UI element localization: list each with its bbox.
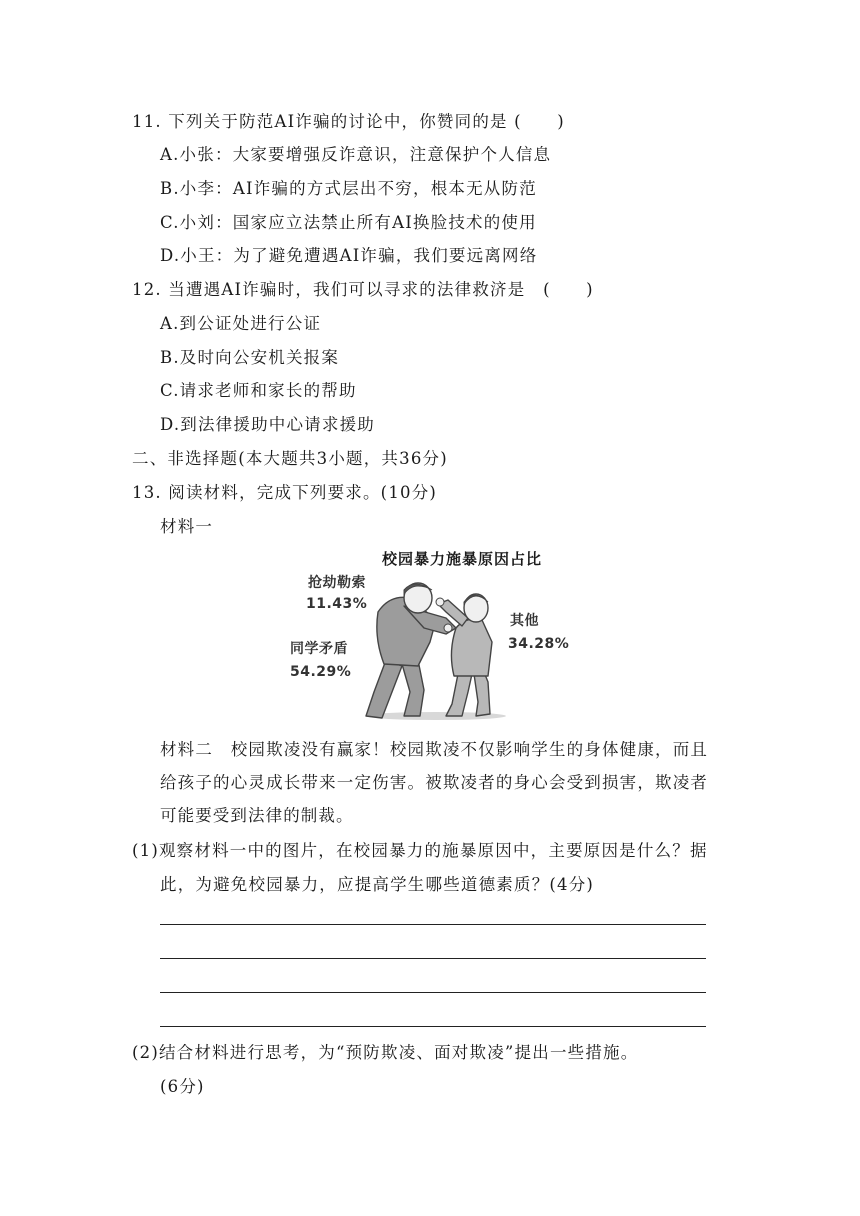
- bullying-figure: [286, 542, 586, 722]
- q11-option-a[interactable]: A.小张：大家要增强反诈意识，注意保护个人信息: [160, 145, 552, 164]
- sub2-line1: (2)结合材料进行思考，为“预防欺凌、面对欺凌”提出一些措施。: [132, 1043, 639, 1062]
- value-robbery: 11.43%: [306, 596, 368, 612]
- sub1-line1: (1)观察材料一中的图片，在校园暴力的施暴原因中，主要原因是什么？据: [132, 841, 708, 860]
- q12-option-d[interactable]: D.到法律援助中心请求援助: [160, 415, 375, 434]
- q13-stem: 13. 阅读材料，完成下列要求。(10分): [132, 483, 438, 502]
- label-conflict: 同学矛盾: [290, 641, 348, 657]
- q12-option-a[interactable]: A.到公证处进行公证: [160, 314, 322, 333]
- answer-line[interactable]: [160, 1026, 706, 1027]
- answer-line[interactable]: [160, 924, 706, 925]
- section-heading: 二、非选择题(本大题共3小题，共36分): [132, 449, 448, 468]
- sub1-line2: 此，为避免校园暴力，应提高学生哪些道德素质？(4分): [160, 875, 595, 894]
- material2-label: 材料二: [160, 740, 214, 759]
- q11-option-d[interactable]: D.小王：为了避免遭遇AI诈骗，我们要远离网络: [160, 246, 538, 265]
- bullying-illustration: [286, 542, 586, 722]
- material2-paragraph: [160, 733, 708, 832]
- q11-option-c[interactable]: C.小刘：国家应立法禁止所有AI换脸技术的使用: [160, 213, 537, 232]
- label-robbery: 抢劫勒索: [308, 575, 366, 591]
- answer-line[interactable]: [160, 992, 706, 993]
- q11-option-b[interactable]: B.小李：AI诈骗的方式层出不穷，根本无从防范: [160, 179, 537, 198]
- q12-option-b[interactable]: B.及时向公安机关报案: [160, 348, 340, 367]
- q12-stem: 12. 当遭遇AI诈骗时，我们可以寻求的法律救济是 ( ): [132, 280, 594, 299]
- material2-text: 校园欺凌没有赢家！校园欺凌不仅影响学生的身体健康，而且给孩子的心灵成长带来一定伤害。被欺凌者的身心会受到损害，欺凌者可能要受到法律的制裁。: [160, 740, 708, 825]
- label-other: 其他: [510, 613, 539, 629]
- chart-title: 校园暴力施暴原因占比: [382, 550, 543, 568]
- value-other: 34.28%: [508, 636, 570, 652]
- sub2-line2: (6分): [160, 1077, 205, 1096]
- material1-label: 材料一: [160, 517, 214, 536]
- q12-option-c[interactable]: C.请求老师和家长的帮助: [160, 381, 357, 400]
- value-conflict: 54.29%: [290, 664, 352, 680]
- answer-line[interactable]: [160, 958, 706, 959]
- q11-stem: 11. 下列关于防范AI诈骗的讨论中，你赞同的是 ( ): [132, 112, 565, 131]
